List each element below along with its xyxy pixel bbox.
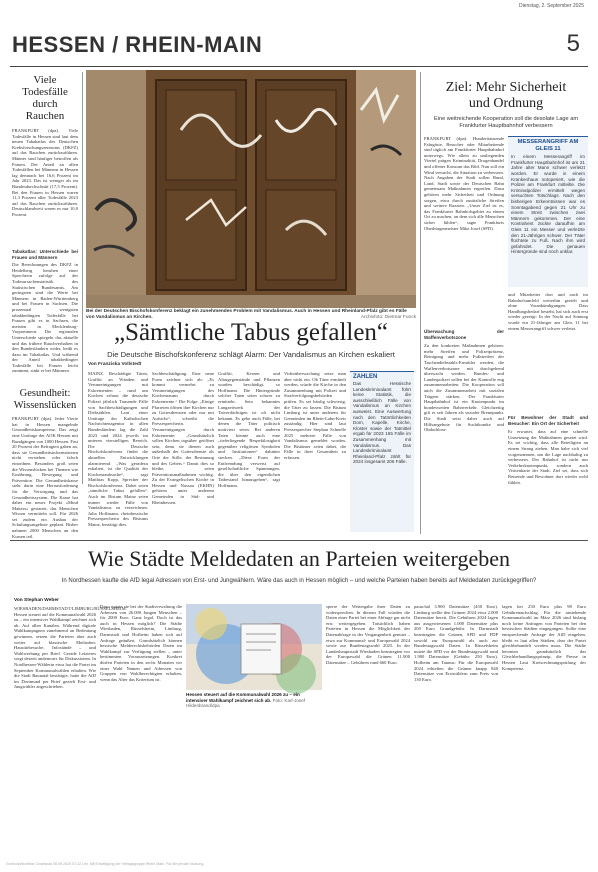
bottom-col-5: lagen bei 250 Euro plus 98 Euro Gebührenaufschlag. Für die anstehende Kommunalwahl im März 2026 sind bislang noch keine Anfragen von Parteien bei den hessischen Städten eingegangen. Sollte eine entsprechende Anfrage der AfD eingehen, bleibt es laut allen Städten, dass der Partei gleichbehandelt werden muss. Die Städte betonten grundsätzlich das Gleichbehandlungsprinzip, die Presse in Hessen Laut Kreisrechnungsprüfung der Kompetenz. — [502, 604, 586, 671]
church-door-illustration — [86, 70, 416, 308]
right-subheading-2: Für Bewohner der Stadt und Besucher: Ein Ort der Sicherheit — [508, 415, 588, 426]
page-number: 5 — [566, 30, 580, 57]
left-article-body-3: FRANKFURT (dpa). Jeder Vierte hat in Hessen mangelnde Gesundheitskompetenz. Das zeigt eine Umfrage der AOK Hessen mit Rundgängen von 1000 Hessen. Fast 20 Prozent der Befragten gaben an, dass sie Gesundheitsinformationen nicht verstehen oder falsch einordnen. Besonders groß seien die Wissenslücken bei Themen wie Ernährung, Bewegung und Prävention. Die Gesundheitskasse sieht darin eine Herausforderung für die Versorgung und das Gesundheitssystem. Die Kasse hat daher ein neues Projekt »Mind Matters« gestartet, das Menschen Wissen vermitteln soll. Für 2026 sei zudem ein Ausbau der Schulungsangebote geplant. Bisher nahmen 2000 Menschen an den Kursen teil. — [12, 416, 78, 539]
right-body-2: Zu den konkreten Maßnahmen gehören: mehr Streifen und Polizeipräsenz, Reinigung und mehr Fußstreifen der Taschendiebstahls-Ermittler werden, die Waffenverbotszone mit durchgehend überwacht werden. Bundes- und Landespolizei sollen bei der Kontrolle eng zusammenarbeiten. Die Kooperation soll auch die Zusammenarbeit mit sozialen Trägern stärken. Der Frankfurter Hauptbahnhof ist ein Knotenpunkt im bundesweiten Bahnverkehr. Gleichzeitig gilt er seit Jahren als sozialer Brennpunkt. Die Stadt setzt daher auch auf Hilfsangebote für Suchtkranke und Obdachlose. — [424, 343, 504, 433]
right-body-3: und Mitarbeiter dort und auch im Bahnhofsumfeld weiterhin gezielt und ohne Vorankündigungen. Dass Handlungsbedarf besteht, hat sich auch erst wieder gezeigt: In der Nacht auf Sonntag wurde ein 21-Jähriger am Gleis 11 bei einem Messerangriff schwer verletzt. — [508, 292, 588, 331]
main-col-2: Sachbeschädigung. Eine neue Form zeichne sich ab: „Es kommt vermehrt zu Verunreinigungen des Kirchenraums durch Exkremente.“ Die Folge: „Einige Pfarreien öffnen ihre Kirchen nur zu Gottesdiensten oder nur mit Aufsicht“, schreibt die Pressesprecherin. Verunreinigungen durch Exkremente: „Grundsätzlich sollen Kirchen tagsüber geöffnet sein, denn sie dienen auch außerhalb der Gottesdienste als Orte der Stille, der Besinnung und des Gebets.“ Damit dies so bleibe, seien Präventionsmaßnahmen wichtig. Zu der Evangelischen Kirche in Hessen und Nassau (EKHN) gehören unter anderem Gemeinden in Süd- und Rheinhessen. — [152, 371, 214, 505]
photo-credit: Archivfoto: Dietmar Funck — [360, 314, 416, 320]
left-headline-line-1: Viele — [33, 74, 57, 86]
bottom-photo-caption-text: Hessen steuert auf die Kommunalwahl 2026 zu – ein intensiver Wahlkampf zeichnet sich ab. — [186, 692, 300, 703]
bottom-col-1: WIESBADEN/DARMSTADT/LIMBURG/RÜSSELSHEIM. Hessen steuert auf die Kommunalwahl 2026 zu – ein intensiver Wahlkampf zeichnet sich ab. Auf allen Kanälen. Während digitale Wahlkampagnen zunehmend an Bedeutung gewinnen, setzen die Parteien aber auch weiter auf klassische Methoden: Haustürbesuche, Infostände – und Wahlwerbung per Brief. Gerade Letzteres sorgt derzeit andernorts für Diskussionen. In Nordhessen-Wählerin etwa hat die Partei im September Kommunalwählen erhalten. Wie die Stadt Baunatal bestätigte, hatte die AfD im Dortmund per Brief gezielt Erst- und Jungwähler angeschrieben. — [14, 606, 127, 690]
main-byline: Von Franziska Vollstedt — [88, 362, 142, 367]
left-headline-2-line-2: Wissenslücken — [13, 400, 77, 412]
bottom-col-4: pauschal 3.900 Datensätze (450 Euro). Limburg stellte den Grünen 2024 etwa 2.000 Datensätze bereit. Die Gebühren 2024 lagen aus ausgewiesenen 1.000 Datensätze plus 200 Euro Grundgebühr. In Darmstadt beantragten die Grünen, SPD und FDP sowohl zur Europawahl als auch zur Bundestagswahl Daten. In Rüsselsheim nutzte die SPD vor der Bundestagswahl rund 1.900 Datensätze (Gebühr: 250 Euro). Hofheim am Taunus: Für die Europawahl 2024 erhielten die Grünen knapp 840 Datensätze von Erstwählern zum Preis von 130 Euro. — [414, 604, 498, 682]
zahlen-box-text: Das Hessische Landeskriminalamt führt keine Statistik, die ausschließlich Fälle von Vandalismus an Kirchen ausweist. Eine Auswertung nach den Tatörtlichkeiten Dom, Kapelle, Kirche, Kloster sowie der Tatmittel ergab für 2023 165 Fälle im Zusammenhang mit Vandalismus. Das Landeskriminalamt Rheinland-Pfalz zählt für 2024 insgesamt 206 Fälle. — [353, 381, 411, 465]
left-headline — [12, 74, 78, 122]
bottom-photo-credit: Foto: Karl-Josef Hildenbrand/dpa — [186, 697, 306, 709]
section-title: HESSEN / RHEIN-MAIN — [12, 32, 263, 57]
messerangriff-text: In einem Messerangriff im Frankfurter Hauptbahnhof ist am 21 Jahre alter Mann schwer verletzt worden. Er wurde in einem Krankenhaus notoperiert, wie die Polizei am Frankfurt mitteilte. Die Kriminalpolizei ermittelt wegen versuchten Totschlags. Nach den bisherigen Erkenntnissen war es Sonntagabend gegen 21 Uhr zu einem Streit zwischen zwei Männern gekommen. Der eine Kontrahent zückte daraufhin am Gleis 11 ein Messer und verletzte den 21-Jährigen schwer. Der Täter flüchtete zu Fuß. Nach ihm wird gefahndet. Die genauen Hintergründe sind noch unklar. — [511, 154, 585, 255]
right-subheading: Überwachung der Waffenverbotszone — [424, 329, 504, 340]
left-headline-2-line-1: Gesundheit: — [19, 388, 71, 400]
messerangriff-title: MESSERANGRIFF AM GLEIS 11 — [517, 139, 579, 152]
right-headline — [424, 80, 588, 112]
left-article-body: FRANKFURT (dpa). Viele Todesfälle in Hessen sind laut dem neuen Tabakatlas des Deutschen Krebsforschungszentrums (DKFZ) auf das Rauchen zurückzuführen. Männer sind häufiger betroffen als Frauen. Der Anteil an allen Todesfällen bei Männern in Hessen lag demnach bei 16,6 Prozent im Jahr 2023. Das ist weniger als im Bundesdurchschnitt (17,5 Prozent). Bei den Frauen in Hessen waren 11,3 Prozent aller Todesfälle 2023 auf das Rauchen zurückzuführen. Deutschlandweit waren es nur 10,0 Prozent. — [12, 128, 78, 217]
zahlen-box — [350, 371, 414, 532]
main-subhead: Die Deutsche Bischofskonferenz schlägt Alarm: Der Vandalismus an Kirchen eskaliert — [107, 350, 395, 359]
right-body-1: FRANKFURT (dpa). Hunderttausende Fahrgäste, Besucher oder Mitarbeitende sind täglich am Frankfurter Hauptbahnhof unterwegs. Wie allein zu umliegenden Viertel prägen Kriminalität, Drogenhandel und offener Konsum das Bild. Nun soll ein Wind versucht, die Situation zu verbessern. Nach Angaben der Stadt sollen Bund, Land, Stadt sowie der Deutschen Bahn gemeinsam Maßnahmen ergreifen. Dazu gehören mehr Sicherheit und Ordnung sorgen, etwa durch zusätzliche Streifen und weitere Razzien. „Unser Ziel ist es, das Frankfurter Bahnhofsgebiet zu einem Ort zu machen, an dem sich alle Menschen sicher fühlen“, sagte Frankfurts Oberbürgermeister Mike Josef (SPD). — [424, 136, 504, 231]
wahlkampf-illustration — [186, 604, 322, 690]
right-col-2 — [508, 292, 588, 532]
bottom-col-3: sperre der Wettergabe ihrer Daten zu widersprechen. In diesem Fall würden die Daten einer Partei bei einer Abfrage gar nicht erst weitergegeben. Tatsächlich haben Parteien in Hessen die Möglichkeit der Datenabfrage in der Vergangenheit genutzt – etwa zur Kommunal- und Europawahl 2024 sowie zur Bundestagswahl 2025. In der Landeshauptstadt Wiesbaden beantragten vor der Europawahl die Grünen 11.900 Datensätze – Gebühren rund 660 Euro. — [326, 604, 410, 665]
right-headline-line-1: Ziel: Mehr Sicherheit — [445, 80, 567, 95]
bottom-byline: Von Stephan Weber — [14, 598, 59, 603]
photo-caption-text: Bei der Deutschen Bischofskonferenz beklagt ein zunehmendes Problem mit Vandalismus. Auch in Hessen und Rheinland-Pfalz gibt es Fälle von Vandalismus an Kirchen. — [86, 309, 407, 320]
bottom-subhead: In Nordhessen kaufte die AfD legal Adressen von Erst- und Jungwählern. Wäre das auch in Hessen möglich – und welche Parteien haben bereits auf Meldedaten zurückgegriffen? — [61, 578, 537, 584]
print-footer: Gedruckt/sichtbar: Download 06.09.2025 07:22 Uhr. Mit Einwilligung der Verlagsgruppe Rhein Main. Für die private Nutzung. — [6, 862, 205, 866]
left-headline-2 — [12, 388, 78, 412]
bottom-article-rule — [10, 540, 588, 541]
bottom-photo-caption — [186, 692, 322, 709]
right-subhead: Eine weitreichende Kooperation soll die desolate Lage am Frankfurter Hauptbahnhof verbessern — [434, 116, 578, 129]
main-headline: „Sämtliche Tabus gefallen“ — [113, 319, 389, 346]
left-column — [12, 74, 78, 539]
left-headline-line-3: durch Rauchen — [25, 98, 65, 122]
church-door-photo — [86, 70, 416, 308]
main-col-3: Graffiti, Kerzen und Altargegenstände und Pflanzen wurden beschädigt, so Hoffmann. Die Hintergründe solcher Taten seien schwer zu ermitteln. Sein bekanntes Langzeitwerk der Tatverdächtigen ist oft nicht bekannt. Es gebe auch Fälle, bei denen die Täter politisch motiviert seien. Bei anderen Taten könnte auch eine „tieferliegende Respektlosigkeit gegenüber religiösen Symbolen und Institutionen“ dahinter stecken. „Diese Form der Entfremdung verweist auf gesellschaftliche Spannungen, die über den eigentlichen Tatbestand hinausgehen“, sagt Hoffmann. — [218, 371, 280, 488]
main-right-rule — [420, 72, 421, 534]
left-headline-line-2: Todesfälle — [22, 86, 68, 98]
issue-date: Dienstag, 2. September 2025 — [518, 3, 584, 9]
header-rule — [10, 66, 588, 67]
right-body-4: Er erwartet, dass auf eine schnelle Umsetzung der Maßnahmen gesetzt wird. Es sei wichtig, dass alle Beteiligten an einem Strang ziehen. Man habe sich viel vorgenommen, um die Lage nachhaltig zu verbessern. Der Bahnhof ist nicht nur Verkehrsknotenpunkt, sondern auch Visitenkarte der Stadt. Ziel sei, dass sich Reisende und Bewohner dort wieder wohl fühlen. — [508, 429, 588, 485]
left-subheading: Tabakatlas: Unterschiede bei Frauen und Männern — [12, 249, 78, 260]
wahlkampf-photo — [186, 604, 322, 690]
bottom-col-2: Dazu nutzte sie bei der Stadtverwaltung die Adressen von 26.000 Jungen Menschen – für 2000 Euro. Ganz legal. Doch ist das auch in Hessen möglich? Die Städte Wiesbaden, Rüsselsheim, Limburg, Darmstadt und Hofheim haben sich auf Anfrage geäußert. Grundsätzlich können hessische Melderechtsbehörden Daten im Wahlkampf zur Verfügung stellen – unter bestimmten Voraussetzungen. Konkret dürfen Parteien in den sechs Monaten vor einer Wahl Namen und Adressen von Gruppen von Wahlberechtigten erhalten, wenn das Alter das Kriterium ist. — [100, 604, 182, 682]
right-headline-line-2: und Ordnung — [468, 96, 544, 111]
main-col-4: Videoüberwachung setze man aber nicht ein. Ob Täter ermittelt werden, würde die Kirche in den Zusammenhang mit Polizei und Strafverfolgungsbehörden prüfen. Es sei häufig schwierig, die Täter zu fassen. Die Bistum Limburg ist unter anderem für Gemeinden im Rhein-Lahn-Kreis zuständig. Hier sind laut Pressesprecher Stephan Schnelle 2025 mehrere Fälle von Vandalismus gemeldet worden. Die Bistümer seien dabei, die Fälle in ihrer Gesamtheit zu erfassen. — [284, 371, 346, 460]
zahlen-box-title: ZAHLEN — [353, 374, 378, 380]
left-column-rule — [82, 72, 83, 484]
bottom-headline: Wie Städte Meldedaten an Parteien weitergeben — [87, 546, 511, 571]
messerangriff-box — [508, 136, 588, 287]
right-col-1 — [424, 136, 504, 532]
main-col-1: MAINZ. Beschädigte Türen, Graffiti an Wänden und Verunreinigungen mit Exkrementen – rund um Kirchen erfasst die deutsche Polizei jährlich Tausende Fälle von Sachbeschädigungen und Diebstählen. Laut einer Umfrage der Katholischen Nachrichtenagentur in allen Bundesländern lag die Zahl 2023 und 2024 jeweils im unteren vierstelligen Bereich. Die Deutsche Bischofskonferenz findet die aktuellen Entwicklungen alarmierend. „Was geradezu eskaliert, ist die Qualität der Kirchenraubsache“, sagt Matthias Kopp, Sprecher der Bischofskonferenz. Dabei seien „sämtliche Tabus gefallen“. Auch im Bistum Mainz seien immer wieder Fälle von Vandalismus zu verzeichnen. Julia Hoffmann, rheinhessische Pressesprecherin des Bistums Mainz, bestätigt dies. — [88, 371, 148, 528]
left-article-body-2: Die Berechnungen des DKFZ in Heidelberg beruhen einer Sprecherin zufolge auf der Todesursachenstatistik des Statistischen Bundesamts. Am geringsten sind die Werte bei Männern in Baden-Württemberg und bei Frauen in Sachsen. Die prozentual wenigsten tabakbedingten Todesfälle bei Frauen gibt es in Sachsen, die meisten in Mecklenburg-Vorpommern. Die regionalen Unterschiede spiegeln das aktuelle und das frühere Rauchverhalten in den Bundesländern wider, heißt es dazu im Tabakatlas. Und während der Anteil tabakbedingter Todesfälle bei Frauen leicht zunimmt, sinkt er bei Männern. — [12, 262, 78, 374]
